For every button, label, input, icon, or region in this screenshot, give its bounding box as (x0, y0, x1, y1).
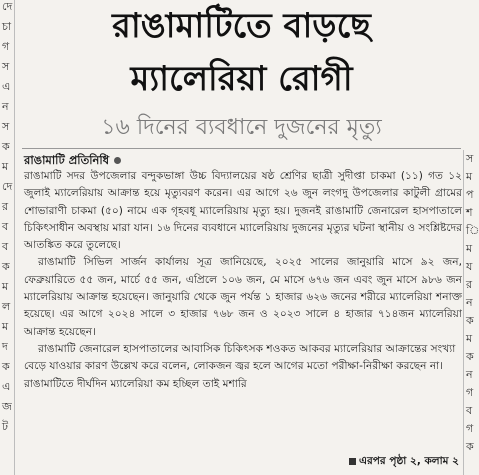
article-body (24, 168, 462, 393)
bullet-icon (114, 157, 121, 164)
margin-char: জ (2, 400, 12, 413)
margin-char: ক (2, 360, 10, 373)
margin-char: য (466, 260, 473, 273)
margin-char: গ (2, 40, 10, 53)
margin-char: দ (2, 340, 8, 353)
margin-char: প (466, 188, 474, 201)
paragraph: রাঙামাটি সদর উপজেলার বন্দুকভাঙ্গা উচ্চ বিদ্যালয়ের ষষ্ঠ শ্রেণির ছাত্রী সুদীপ্তা চাকমা (১১) গত ১২ জুলাই ম্যালেরিয়ায় আক্রান্ত হয়ে মৃত্যুবরণ করেন। এর আগে ২৬ জুন লংগদু উপজেলার কাটুলী গ্রামের শোভারাণী চাকমা (৫০) নামে এক গৃহবধূ ম্যালেরিয়ায় মৃত্যু হয়। দুজনই রাঙামাটি জেনারেল হাসপাতালে চিকিৎসাধীন অবস্থায় মারা যান। ১৬ দিনের ব্যবধানে ম্যালেরিয়ায় দুজনের মৃত্যুর ঘটনা স্থানীয় ও সংশ্লিষ্টদের আতঙ্কিত করে তুলেছে। (24, 170, 462, 252)
margin-char: র (466, 278, 473, 291)
margin-char: ন (2, 100, 9, 113)
continuation-text: এরপর পৃষ্ঠা ২, কলাম ২ (359, 455, 459, 467)
margin-char: শ (466, 206, 473, 219)
margin-char: এ (2, 380, 11, 393)
headline-line-1: রাঙামাটিতে বাড়ছে (112, 6, 371, 46)
byline (24, 152, 121, 168)
margin-char: ন (466, 368, 473, 381)
margin-char: ম (466, 170, 473, 183)
margin-char: ব (2, 240, 9, 253)
margin-char: দে (2, 180, 13, 193)
continuation-note (345, 454, 459, 471)
margin-char: ট (2, 420, 8, 433)
paragraph: রাঙামাটি সিভিল সার্জন কার্যালয় সূত্র জানিয়েছে, ২০২৫ সালের জানুয়ারি মাসে ৯২ জন, ফেব্রুয়ারিতে ৫৫ জন, মার্চে ৫৫ জন, এপ্রিলে ১০৬ জন, মে মাসে ৬৭৬ জন এবং জুন মাসে ৯৮৬ জন ম্যালেরিয়ায় আক্রান্ত হয়েছেন। জানুয়ারি থেকে জুন পর্যন্ত ১ হাজার ৬২৬ জনের শরীরে ম্যালেরিয়া শনাক্ত হয়েছে। এর আগে ২০২৪ সালে ৩ হাজার ৭৬৮ জন ও ২০২৩ সালে ৪ হাজার ৭১৪জন ম্যালেরিয়া আক্রান্ত হয়েছেন। (24, 256, 462, 338)
margin-char: গ (466, 422, 474, 435)
headline-line-2: ম্যালেরিয়া রোগী (130, 59, 353, 99)
margin-char: ক (2, 140, 10, 153)
margin-char: চা (2, 20, 12, 33)
margin-char: স (466, 152, 474, 165)
margin-char: ব (2, 220, 9, 233)
margin-char: ন (466, 296, 473, 309)
paragraph: রাঙামাটি জেনারেল হাসপাতালের আবাসিক চিকিৎসক শওকত আকবর ম্যালেরিয়ার আক্রান্তের সংখ্যা বেড়ে যাওয়ার কারণ উল্লেখ করে বলেন, লোকজন জ্বর হলে আগের মতো পরীক্ষা-নিরীক্ষা করছেন না। রাঙামাটিতে দীর্ঘদিন ম্যালেরিয়া কম হচ্ছিল তাই মশারি (24, 342, 456, 390)
margin-char: স (2, 120, 10, 133)
margin-char: এ (2, 80, 11, 93)
margin-char: ক (466, 350, 474, 363)
margin-char: ি (466, 224, 479, 237)
margin-char: ক (466, 314, 474, 327)
margin-char: ক (466, 440, 474, 453)
margin-char: ম (2, 320, 9, 333)
margin-char: গ (466, 386, 474, 399)
margin-char: স (2, 60, 10, 73)
divider (22, 148, 461, 149)
margin-char: দে (2, 0, 13, 13)
adjacent-column-right (463, 150, 477, 475)
adjacent-column-left (0, 0, 15, 475)
margin-char: ম (2, 280, 9, 293)
margin-char: ম (2, 160, 9, 173)
margin-char: ক (2, 260, 10, 273)
margin-char: ল (2, 300, 11, 313)
byline-text: রাঙামাটি প্রতিনিধি (24, 153, 110, 167)
subheadline: ১৬ দিনের ব্যবধানে দুজনের মৃত্যু (101, 115, 382, 140)
margin-char: ব (466, 404, 473, 417)
square-bullet-icon (349, 458, 356, 465)
margin-char: ম (466, 242, 473, 255)
margin-char: ম (466, 332, 473, 345)
margin-char: র (2, 200, 9, 213)
